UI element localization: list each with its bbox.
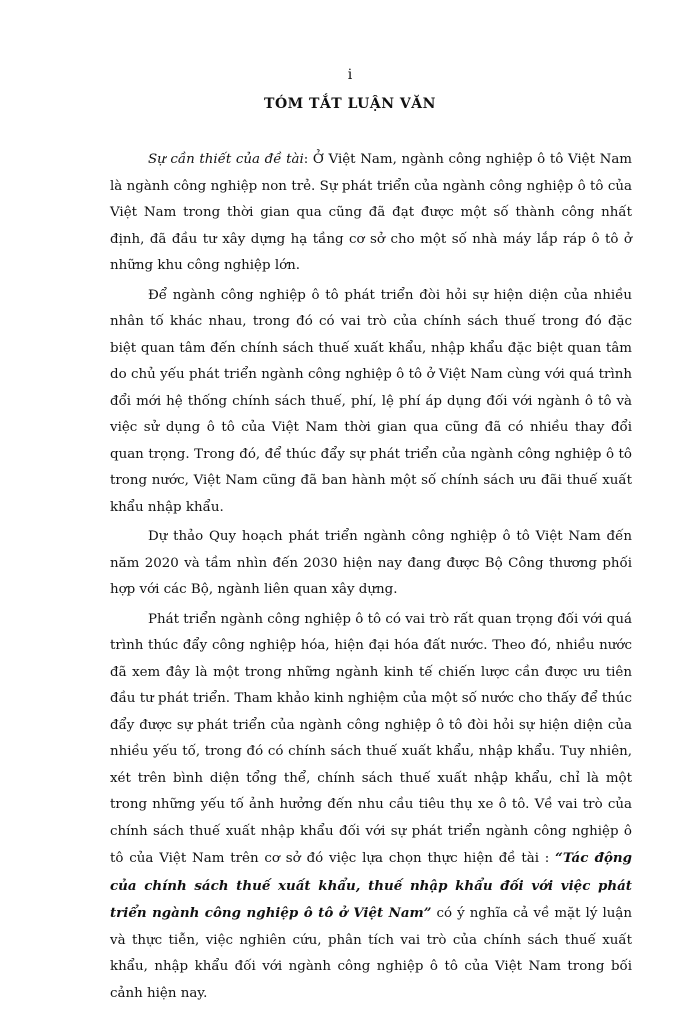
necessity-text: : Ở Việt Nam, ngành công nghiệp ô tô Việt Nam là ngành công nghiệp non trẻ. Sự phát triển của ngành công nghiệp ô tô của Việt Nam trong thời gian qua cũng đã đạt được một số thành công nhất định, đã đầu tư xây dựng hạ tầng cơ sở cho một số nhà máy lắp ráp ô tô ở những khu công nghiệp lớn. — [110, 152, 632, 273]
paragraph-master-plan: Dự thảo Quy hoạch phát triển ngành công nghiệp ô tô Việt Nam đến năm 2020 và tầm nhìn đến 2030 hiện nay đang được Bộ Công thương phối hợp với các Bộ, ngành liên quan xây dựng. — [110, 529, 632, 597]
paragraph-necessity — [110, 147, 632, 280]
page-number: i — [347, 67, 353, 83]
summary-body — [110, 147, 632, 1010]
rationale-text: Phát triển ngành công nghiệp ô tô có vai trò rất quan trọng đối với quá trình thúc đẩy công nghiệp hóa, hiện đại hóa đất nước. Theo đó, nhiều nước đã xem đây là một trong những ngành kinh tế chiến lược cần được ưu tiên đầu tư phát triển. Tham khảo kinh nghiệm của một số nước cho thấy để thúc đẩy được sự phát triển của ngành công nghiệp ô tô đòi hỏi sự hiện diện của nhiều yếu tố, trong đó có chính sách thuế xuất khẩu, nhập khẩu. Tuy nhiên, xét trên bình diện tổng thể, chính sách thuế xuất nhập khẩu, chỉ là một trong những yếu tố ảnh hưởng đến nhu cầu tiêu thụ xe ô tô. Về vai trò của chính sách thuế xuất nhập khẩu đối với sự phát triển ngành công nghiệp ô tô của Việt Nam trên cơ sở đó việc lựa chọn thực hiện đề tài : — [110, 611, 632, 866]
thesis-topic-title: “Tác động của chính sách thuế xuất khẩu, thuế nhập khẩu đối với việc phát triển ngành công nghiệp ô tô ở Việt Nam” — [110, 850, 632, 921]
rationale-tail: có ý nghĩa cả về mặt lý luận và thực tiễn, việc nghiên cứu, phân tích vai trò của chính sách thuế xuất khẩu, nhập khẩu đối với ngành công nghiệp ô tô của Việt Nam trong bối cảnh hiện nay. — [110, 906, 632, 1001]
page-title: TÓM TẮT LUẬN VĂN — [264, 96, 436, 112]
paragraph-topic-rationale — [110, 607, 632, 1008]
paragraph-tax-policy: Để ngành công nghiệp ô tô phát triển đòi hỏi sự hiện diện của nhiều nhân tố khác nhau, trong đó có vai trò của chính sách thuế trong đó đặc biệt quan tâm đến chính sách thuế xuất khẩu, nhập khẩu đặc biệt quan tâm do chủ yếu phát triển ngành công nghiệp ô tô ở Việt Nam cùng với quá trình đổi mới hệ thống chính sách thuế, phí, lệ phí áp dụng đối với ngành ô tô và việc sử dụng ô tô của Việt Nam thời gian qua cũng đã có nhiều thay đổi quan trọng. Trong đó, để thúc đẩy sự phát triển của ngành công nghiệp ô tô trong nước, Việt Nam cũng đã ban hành một số chính sách ưu đãi thuế xuất khẩu nhập khẩu. — [110, 287, 632, 515]
necessity-lead: Sự cần thiết của đề tài — [148, 152, 304, 167]
